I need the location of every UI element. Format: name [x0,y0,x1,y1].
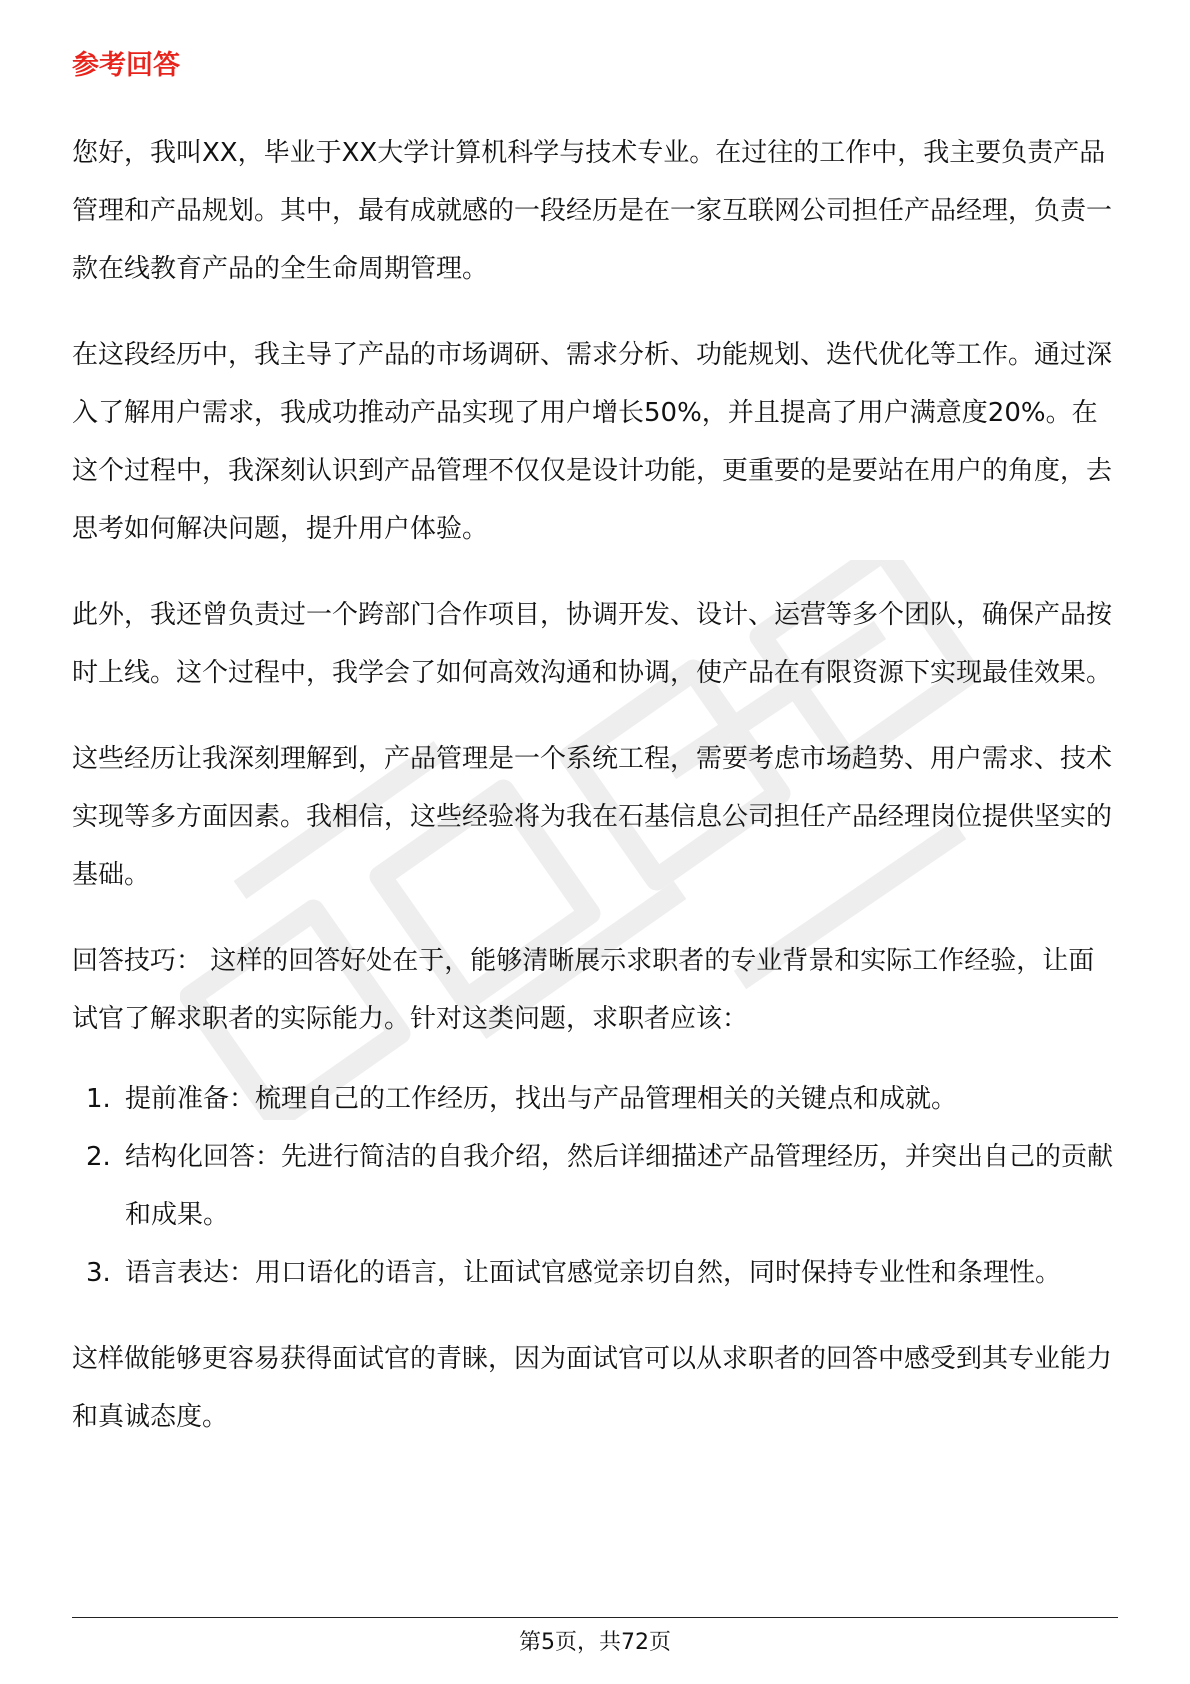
tips-list [72,1070,1118,1302]
list-item [72,1244,1118,1302]
answer-paragraph-1: 您好，我叫XX，毕业于XX大学计算机科学与技术专业。在过往的工作中，我主要负责产品管理和产品规划。其中，最有成就感的一段经历是在一家互联网公司担任产品经理，负责一款在线教育产品的全生命周期管理。 [72,138,1113,284]
page-number: 第5页，共72页 [519,1630,671,1655]
answer-paragraph-3: 此外，我还曾负责过一个跨部门合作项目，协调开发、设计、运营等多个团队，确保产品按时上线。这个过程中，我学会了如何高效沟通和协调，使产品在有限资源下实现最佳效果。 [72,600,1113,688]
list-item [72,1070,1118,1128]
list-item-number: 1. [86,1084,111,1114]
list-item-number: 2. [86,1142,111,1172]
list-item-text: 结构化回答：先进行简洁的自我介绍，然后详细描述产品管理经历，并突出自己的贡献和成果。 [125,1142,1114,1230]
closing-paragraph: 这样做能够更容易获得面试官的青睐，因为面试官可以从求职者的回答中感受到其专业能力和真诚态度。 [72,1344,1113,1432]
list-item-text: 语言表达：用口语化的语言，让面试官感觉亲切自然，同时保持专业性和条理性。 [125,1258,1062,1288]
answer-paragraph-4: 这些经历让我深刻理解到，产品管理是一个系统工程，需要考虑市场趋势、用户需求、技术实现等多方面因素。我相信，这些经验将为我在石基信息公司担任产品经理岗位提供坚实的基础。 [72,744,1113,890]
tips-paragraph: 回答技巧： 这样的回答好处在于，能够清晰展示求职者的专业背景和实际工作经验，让面试官了解求职者的实际能力。针对这类问题，求职者应该： [72,946,1095,1034]
section-heading: 参考回答 [72,50,180,81]
document-body [72,48,1118,1474]
list-item-number: 3. [86,1258,111,1288]
list-item-text: 提前准备：梳理自己的工作经历，找出与产品管理相关的关键点和成就。 [125,1084,958,1114]
list-item [72,1128,1118,1244]
answer-paragraph-2: 在这段经历中，我主导了产品的市场调研、需求分析、功能规划、迭代优化等工作。通过深入了解用户需求，我成功推动产品实现了用户增长50%，并且提高了用户满意度20%。在这个过程中，我深刻认识到产品管理不仅仅是设计功能，更重要的是要站在用户的角度，去思考如何解决问题，提升用户体验。 [72,340,1113,544]
footer-divider [72,1617,1118,1618]
